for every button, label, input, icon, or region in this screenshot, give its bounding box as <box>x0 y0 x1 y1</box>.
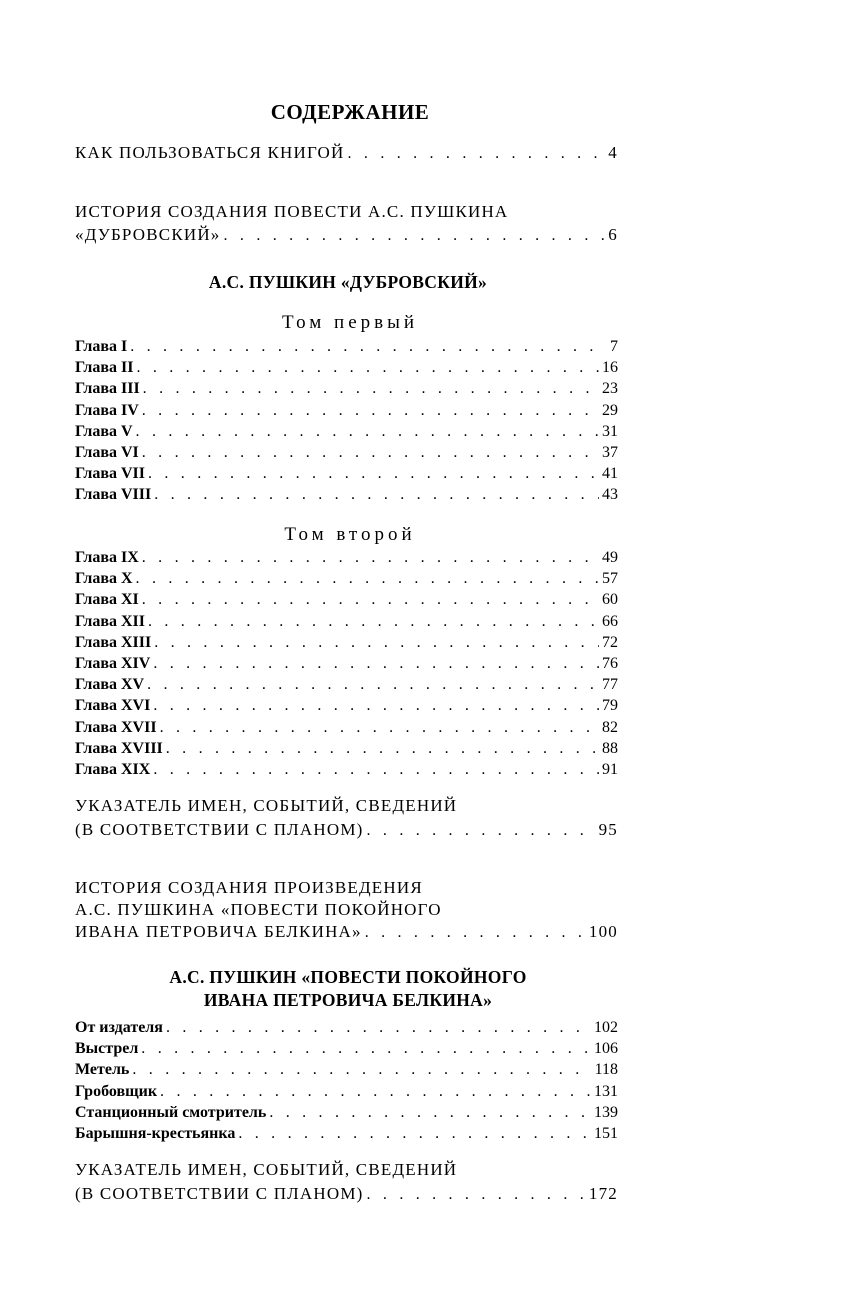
entry-label: Глава X <box>75 570 133 588</box>
dot-leader <box>136 357 599 378</box>
dot-leader <box>147 674 599 695</box>
entry-label: Барышня-крестьянка <box>75 1125 236 1142</box>
dot-leader <box>143 378 599 399</box>
dot-leader <box>153 759 599 780</box>
dot-leader <box>365 922 586 943</box>
dot-leader <box>367 820 596 841</box>
dot-leader <box>130 336 607 357</box>
toc-entry[interactable] <box>75 1059 618 1080</box>
toc-entry-history-dubrovsky[interactable] <box>75 224 618 245</box>
entry-label: Глава XIX <box>75 761 151 778</box>
entry-page: 49 <box>602 549 618 566</box>
volume-title-2: Том второй <box>284 524 416 545</box>
toc-entry[interactable] <box>75 738 618 759</box>
dot-leader <box>142 589 599 610</box>
toc-entry[interactable] <box>75 484 618 505</box>
entry-label: Глава XVII <box>75 718 157 736</box>
history-belkin-line1: ИСТОРИЯ СОЗДАНИЯ ПРОИЗВЕДЕНИЯ <box>75 878 423 897</box>
dot-leader <box>148 463 599 484</box>
dot-leader <box>224 225 606 246</box>
entry-page: 151 <box>594 1125 618 1142</box>
dot-leader <box>136 421 599 442</box>
dot-leader <box>238 1123 591 1144</box>
toc-entry[interactable] <box>75 674 618 695</box>
entry-page: 76 <box>602 655 618 672</box>
volume-title-1: Том первый <box>281 312 419 333</box>
entry-page: 43 <box>602 486 618 504</box>
dot-leader <box>142 400 599 421</box>
dot-leader <box>142 547 599 568</box>
entry-label: (В СООТВЕТСТВИИ С ПЛАНОМ) <box>75 820 364 839</box>
entry-page: 37 <box>602 444 618 461</box>
history-belkin-line2: А.С. ПУШКИНА «ПОВЕСТИ ПОКОЙНОГО <box>75 900 442 919</box>
entry-label: Станционный смотритель <box>75 1103 267 1121</box>
section-title-belkin-line1: А.С. ПУШКИН «ПОВЕСТИ ПОКОЙНОГО <box>169 967 527 987</box>
entry-page: 16 <box>602 359 618 377</box>
entry-label: Выстрел <box>75 1040 139 1058</box>
toc-entry[interactable] <box>75 1102 618 1123</box>
entry-label: ИВАНА ПЕТРОВИЧА БЕЛКИНА» <box>75 922 362 941</box>
dot-leader <box>153 695 599 716</box>
entry-label: От издателя <box>75 1019 163 1036</box>
dot-leader <box>348 143 606 164</box>
dot-leader <box>154 484 599 505</box>
entry-page: 77 <box>602 676 618 694</box>
toc-entry[interactable] <box>75 547 618 568</box>
history-dubrovsky-line1: ИСТОРИЯ СОЗДАНИЯ ПОВЕСТИ А.С. ПУШКИНА <box>75 202 509 221</box>
entry-page: 29 <box>602 401 618 419</box>
dot-leader <box>142 442 599 463</box>
entry-page: 91 <box>602 761 618 778</box>
entry-page: 131 <box>594 1082 618 1100</box>
toc-entry[interactable] <box>75 421 618 442</box>
toc-entry[interactable] <box>75 378 618 399</box>
dot-leader <box>136 568 599 589</box>
entry-label: Глава XIV <box>75 655 151 672</box>
toc-entry-index2[interactable] <box>75 1183 618 1204</box>
entry-label: Глава II <box>75 359 134 377</box>
entry-page: 57 <box>602 570 618 588</box>
toc-entry[interactable] <box>75 759 618 780</box>
entry-page: 41 <box>602 465 618 483</box>
toc-entry[interactable] <box>75 400 618 421</box>
dot-leader <box>166 738 599 759</box>
entry-label: Метель <box>75 1061 130 1079</box>
dot-leader <box>148 611 599 632</box>
index2-line1: УКАЗАТЕЛЬ ИМЕН, СОБЫТИЙ, СВЕДЕНИЙ <box>75 1160 458 1179</box>
entry-label: Глава VIII <box>75 486 152 504</box>
entry-page: 31 <box>602 422 618 440</box>
entry-page: 88 <box>602 739 618 757</box>
toc-entry[interactable] <box>75 632 618 653</box>
toc-entry[interactable] <box>75 1038 618 1059</box>
entry-label: Гробовщик <box>75 1082 158 1100</box>
entry-page: 118 <box>594 1061 618 1079</box>
dot-leader <box>166 1017 591 1038</box>
entry-label: (В СООТВЕТСТВИИ С ПЛАНОМ) <box>75 1184 364 1203</box>
entry-label: Глава XVIII <box>75 739 163 757</box>
entry-page: 102 <box>594 1019 618 1036</box>
entry-page: 23 <box>602 380 618 398</box>
toc-entry-history-belkin[interactable] <box>75 921 618 942</box>
toc-entry-index1[interactable] <box>75 819 618 840</box>
dot-leader <box>132 1059 591 1080</box>
entry-page: 72 <box>602 633 618 651</box>
entry-label: Глава XV <box>75 676 145 694</box>
entry-label: Глава XVI <box>75 697 151 715</box>
entry-page: 82 <box>602 718 618 736</box>
toc-entry[interactable] <box>75 463 618 484</box>
dot-leader <box>153 653 599 674</box>
dot-leader <box>160 1081 591 1102</box>
entry-label: Глава VI <box>75 444 139 461</box>
entry-page: 60 <box>602 591 618 609</box>
entry-label: Глава III <box>75 380 140 398</box>
dot-leader <box>160 717 599 738</box>
toc-entry[interactable] <box>75 1017 618 1038</box>
entry-label: Глава XII <box>75 612 145 630</box>
section-title-belkin-line2: ИВАНА ПЕТРОВИЧА БЕЛКИНА» <box>203 990 493 1010</box>
entry-label: Глава XIII <box>75 633 152 651</box>
entry-page: 79 <box>602 697 618 715</box>
toc-entry[interactable] <box>75 611 618 632</box>
dot-leader <box>154 632 599 653</box>
entry-page: 172 <box>588 1184 618 1203</box>
toc-entry[interactable] <box>75 568 618 589</box>
toc-entry[interactable] <box>75 695 618 716</box>
dot-leader <box>269 1102 591 1123</box>
entry-label: Глава XI <box>75 591 139 609</box>
entry-page: 95 <box>598 820 618 839</box>
toc-entry[interactable] <box>75 357 618 378</box>
dot-leader <box>367 1184 586 1205</box>
entry-page: 100 <box>588 922 618 941</box>
entry-label: Глава VII <box>75 465 145 483</box>
entry-page: 6 <box>608 225 618 244</box>
entry-page: 139 <box>594 1103 618 1121</box>
toc-entry[interactable] <box>75 589 618 610</box>
index1-line1: УКАЗАТЕЛЬ ИМЕН, СОБЫТИЙ, СВЕДЕНИЙ <box>75 796 458 815</box>
dot-leader <box>141 1038 591 1059</box>
toc-entry[interactable] <box>75 653 618 674</box>
entry-label: Глава I <box>75 338 128 355</box>
toc-entry[interactable] <box>75 1081 618 1102</box>
entry-page: 106 <box>594 1040 618 1058</box>
entry-label: Глава IX <box>75 549 139 566</box>
entry-page: 66 <box>602 612 618 630</box>
entry-page: 7 <box>610 338 618 355</box>
entry-label: «ДУБРОВСКИЙ» <box>75 225 221 244</box>
entry-label: КАК ПОЛЬЗОВАТЬСЯ КНИГОЙ <box>75 143 345 162</box>
toc-entry[interactable] <box>75 442 618 463</box>
toc-entry[interactable] <box>75 717 618 738</box>
page-title: СОДЕРЖАНИЕ <box>270 100 430 124</box>
toc-entry[interactable] <box>75 336 618 357</box>
entry-label: Глава V <box>75 422 133 440</box>
section-title-dubrovsky: А.С. ПУШКИН «ДУБРОВСКИЙ» <box>208 272 488 292</box>
entry-label: Глава IV <box>75 401 139 419</box>
toc-entry[interactable] <box>75 1123 618 1144</box>
entry-page: 4 <box>608 143 618 162</box>
toc-entry-how-to-use[interactable] <box>75 142 618 163</box>
